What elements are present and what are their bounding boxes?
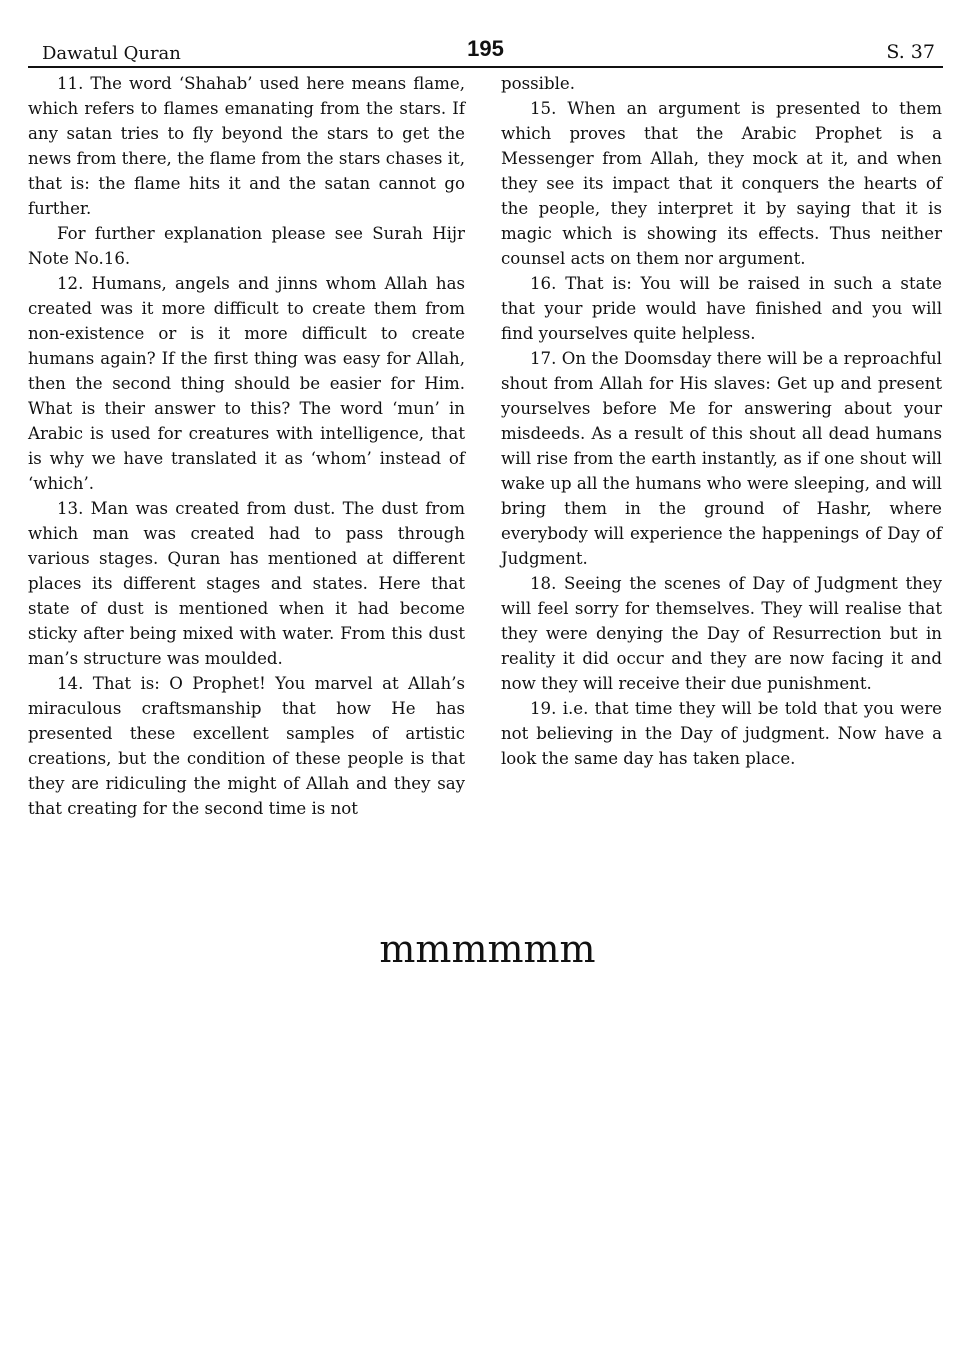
right-column xyxy=(501,71,942,771)
surah-label: S. 37 xyxy=(886,41,935,63)
note-12: 12. Humans, angels and jinns whom Allah has created was it more difficult to create them from non-existence or is it more difficult to create humans again? If the first thing was easy for Allah, then the second thing should be easier for Him. What is their answer to this? The word ‘mun’ in Arabic is used for creatures with intelligence, that is why we have translated it as ‘whom’ instead of ‘which’. xyxy=(28,274,465,493)
section-end-ornament: mmmmmm xyxy=(379,927,596,971)
book-title: Dawatul Quran xyxy=(42,43,181,64)
left-column xyxy=(28,71,465,821)
note-11: 11. The word ‘Shahab’ used here means flame, which refers to flames emanating from the stars. If any satan tries to fly beyond the stars to get the news from there, the flame from the stars chases it, that is: the flame hits it and the satan cannot go further. xyxy=(28,74,465,218)
note-17: 17. On the Doomsday there will be a reproachful shout from Allah for His slaves: Get up and present yourselves before Me for answering about your misdeeds. As a result of this shout all dead humans will rise from the earth instantly, as if one shout will wake up all the humans who were sleeping, and will bring them in the ground of Hashr, where everybody will experience the happenings of Day of Judgment. xyxy=(501,349,942,568)
page-header xyxy=(28,36,943,68)
note-18: 18. Seeing the scenes of Day of Judgment they will feel sorry for themselves. They will realise that they were denying the Day of Resurrection but in reality it did occur and they are now facing it and now they will receive their due punishment. xyxy=(501,574,942,693)
note-19: 19. i.e. that time they will be told that you were not believing in the Day of judgment. Now have a look the same day has taken place. xyxy=(501,699,942,768)
note-14: 14. That is: O Prophet! You marvel at Allah’s miraculous craftsmanship that how He has presented these excellent samples of artistic creations, but the condition of these people is that they are ridiculing the might of Allah and they say that creating for the second time is not xyxy=(28,674,465,818)
note-16: 16. That is: You will be raised in such a state that your pride would have finished and you will find yourselves quite helpless. xyxy=(501,274,942,343)
note-13: 13. Man was created from dust. The dust from which man was created had to pass through various stages. Quran has mentioned at different places its different stages and states. Here that state of dust is mentioned when it had become sticky after being mixed with water. From this dust man’s structure was moulded. xyxy=(28,499,465,668)
note-11-reference: For further explanation please see Surah Hijr Note No.16. xyxy=(28,224,465,268)
note-14-continuation: possible. xyxy=(501,74,575,93)
note-15: 15. When an argument is presented to them which proves that the Arabic Prophet is a Messenger from Allah, they mock at it, and when they see its impact that it conquers the hearts of the people, they interpret it by saying that it is magic which is showing its effects. Thus neither counsel acts on them nor argument. xyxy=(501,99,942,268)
page-number: 195 xyxy=(467,36,504,61)
